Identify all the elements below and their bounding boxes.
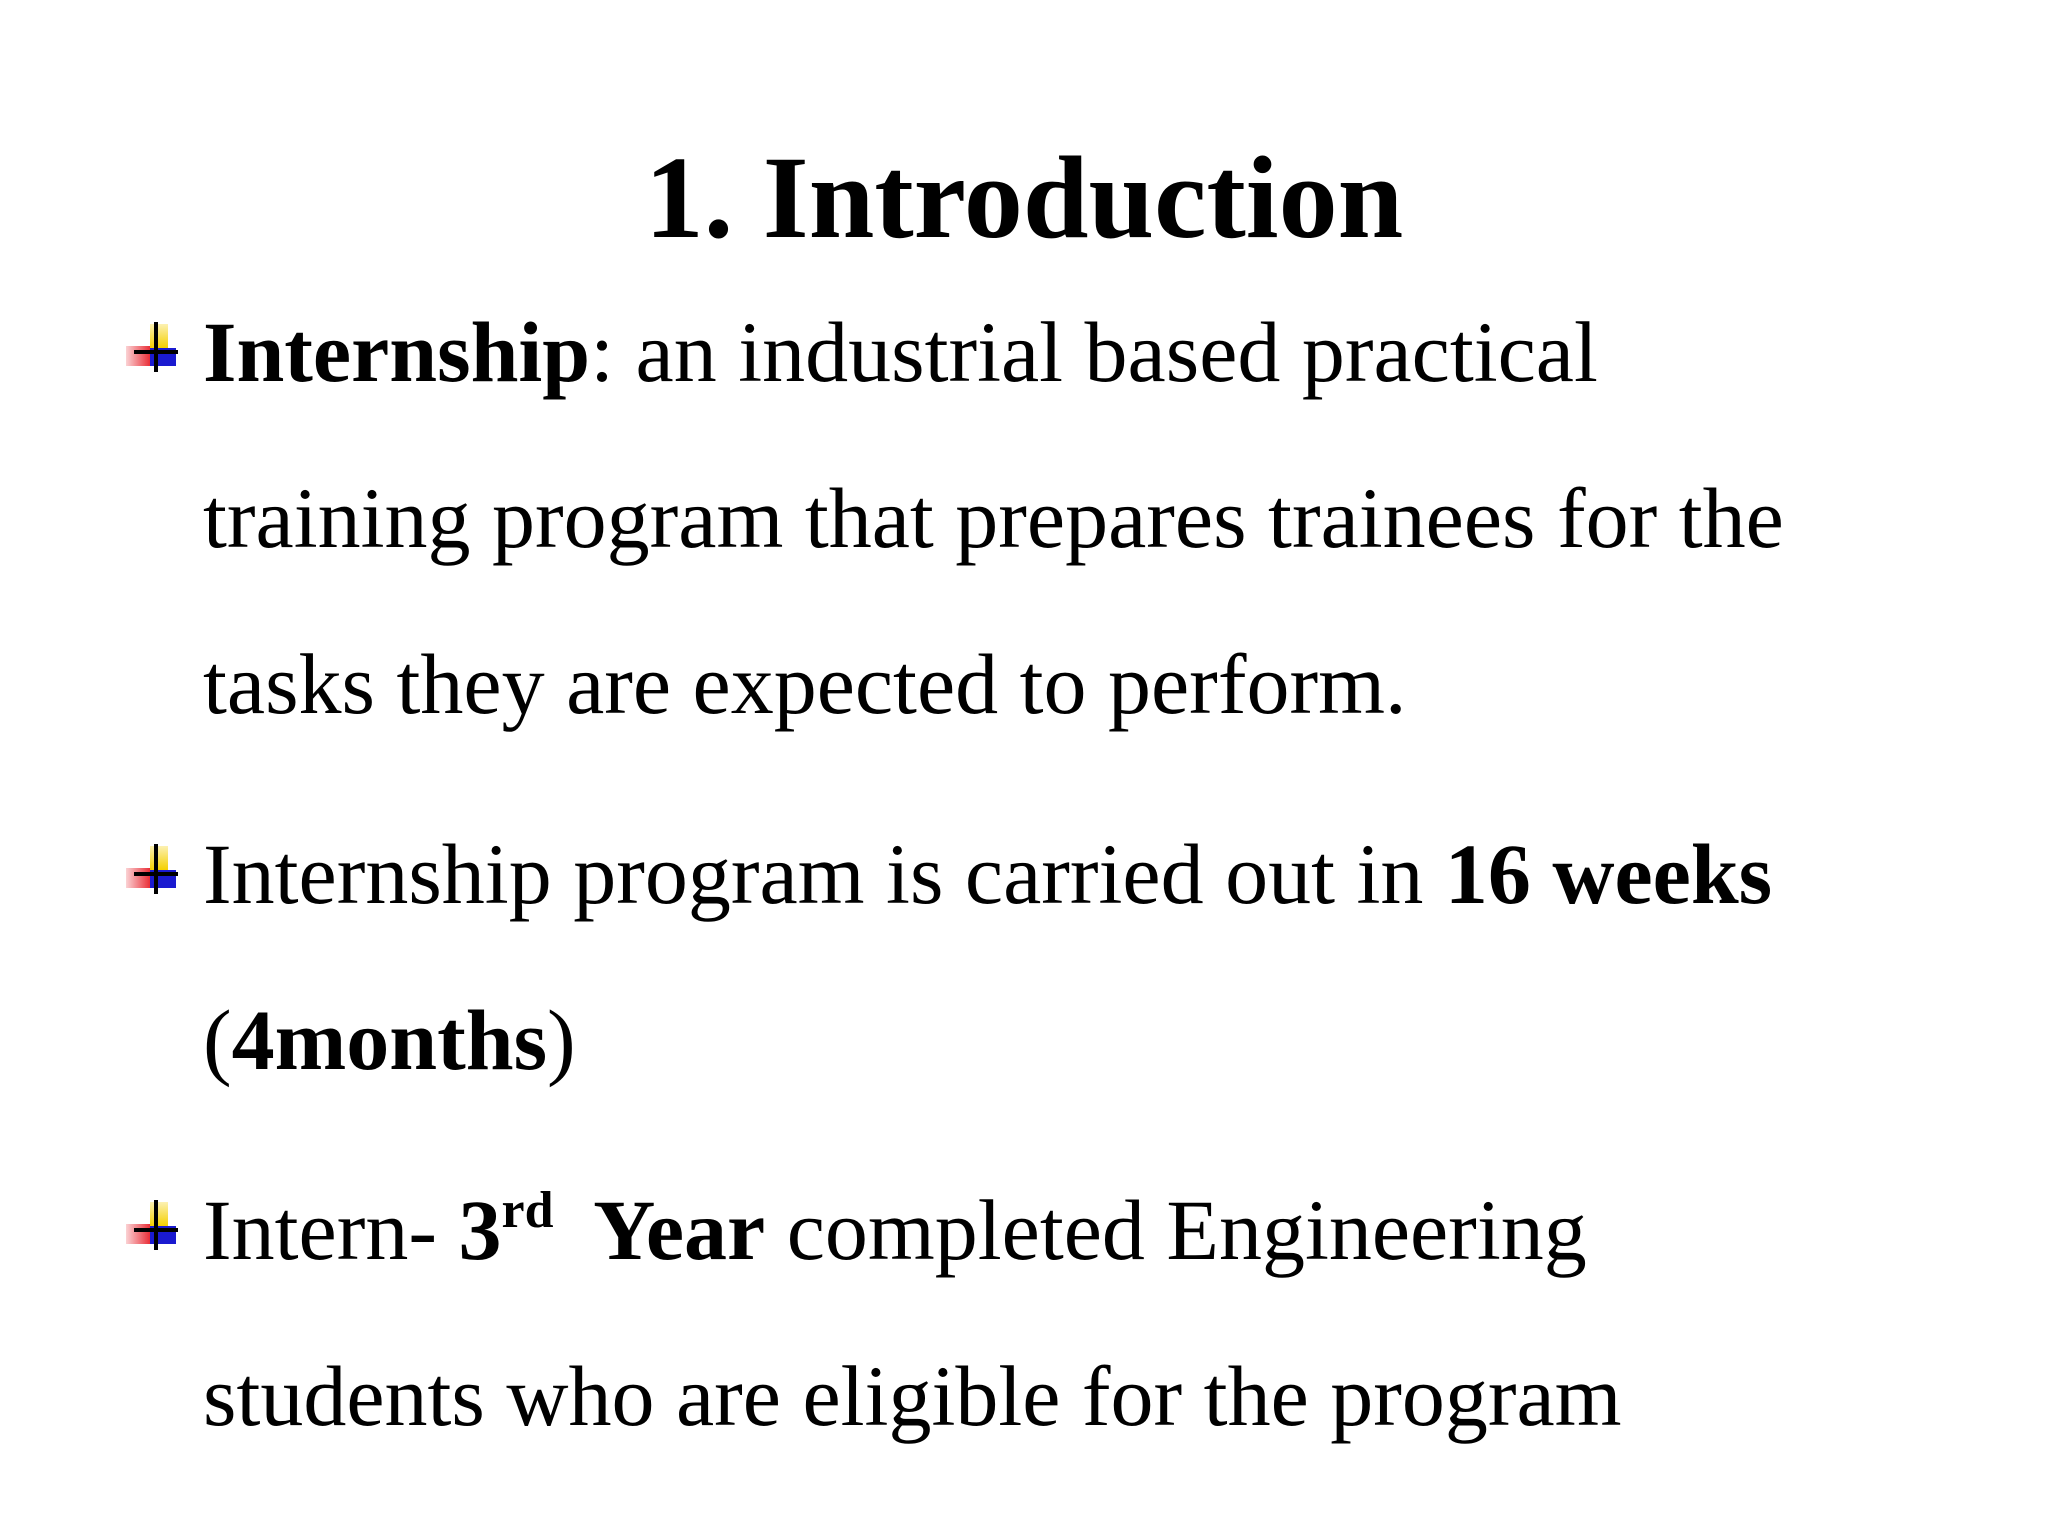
paren-close: ) (547, 992, 576, 1088)
bullet-2-line-1 (203, 824, 1772, 924)
bullet-1-line-3: tasks they are expected to perform. (203, 636, 1407, 732)
bullet-1-line-2: training program that prepares trainees for the (203, 470, 1784, 566)
year-ordinal-suffix: rd (501, 1182, 554, 1239)
year-word: Year (553, 1182, 766, 1278)
slide-title: 1. Introduction (644, 132, 1404, 263)
duration-months: 4months (231, 992, 548, 1088)
term-internship: Internship (203, 304, 591, 400)
bullet-3-text-1: completed Engineering (765, 1182, 1587, 1278)
bullet-2-line-2 (203, 990, 576, 1090)
bullet-3-line-2: students who are eligible for the program (203, 1348, 1622, 1444)
intern-label: Intern- (203, 1182, 459, 1278)
bullet-3-line-1 (203, 1180, 1587, 1293)
duration-weeks: 16 weeks (1444, 826, 1773, 922)
bullet-marker-icon (124, 840, 184, 900)
paren-open: ( (203, 992, 232, 1088)
bullet-1-text-1: : an industrial based practical (590, 304, 1598, 400)
bullet-marker-icon (124, 1196, 184, 1256)
year-number: 3 (458, 1182, 502, 1278)
bullet-1-line-1 (203, 302, 1598, 402)
bullet-2-text-1: Internship program is carried out in (203, 826, 1445, 922)
bullet-marker-icon (124, 318, 184, 378)
